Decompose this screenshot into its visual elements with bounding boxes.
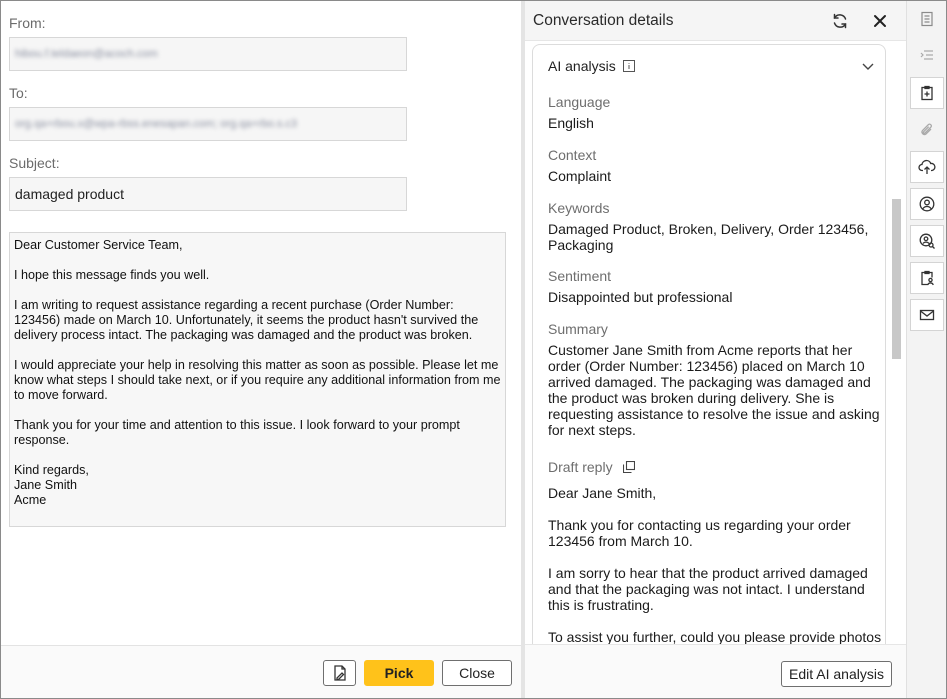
draft-reply-paragraph: I am sorry to hear that the product arrived damaged and that the packaging was not intact. I understand this is frustrating. — [548, 565, 868, 613]
user-circle-icon[interactable] — [910, 188, 944, 220]
draft-reply-paragraph: To assist you further, could you please provide photos — [548, 629, 882, 644]
email-body-paragraph: Thank you for your time and attention to this issue. I look forward to your prompt response. — [14, 418, 460, 447]
language-label: Language — [548, 94, 611, 110]
to-field[interactable] — [9, 107, 407, 141]
panel-footer — [525, 644, 906, 698]
panel-title: Conversation details — [533, 12, 674, 29]
notes-icon[interactable] — [910, 3, 944, 35]
edit-document-icon — [331, 664, 349, 682]
draft-reply-label: Draft reply — [548, 459, 613, 475]
from-label: From: — [9, 15, 46, 31]
keywords-label: Keywords — [548, 200, 610, 216]
ai-analysis-title: AI analysis — [548, 58, 616, 74]
email-compose-panel — [1, 1, 521, 698]
chevron-down-icon[interactable] — [861, 59, 875, 78]
email-body[interactable] — [9, 232, 506, 527]
clipboard-user-icon[interactable] — [910, 262, 944, 294]
subject-field[interactable] — [9, 177, 407, 211]
draft-reply-paragraph: Thank you for contacting us regarding your order 123456 from March 10. — [548, 517, 851, 549]
draft-reply-header — [548, 459, 635, 475]
subject-value: damaged product — [15, 186, 124, 202]
email-body-paragraph: Dear Customer Service Team, — [14, 238, 183, 252]
email-body-paragraph: I hope this message finds you well. — [14, 268, 210, 282]
summary-value: Customer Jane Smith from Acme reports that her order (Order Number: 123456) placed on March 10 arrived damaged. The packaging was damaged and the product was broken during delivery. She is requesting assistance to resolve the issue and asking for next steps. — [548, 342, 880, 438]
pick-button[interactable]: Pick — [364, 660, 434, 686]
info-icon[interactable] — [623, 60, 635, 72]
email-body-paragraph: I am writing to request assistance regarding a recent purchase (Order Number: 123456) made on March 10. Unfortunately, it seems the product hasn't survived the delivery process intact. The packaging was damaged and the product was broken. — [14, 298, 479, 342]
from-value: hibou.f.teldaeon@acoch.com — [15, 48, 158, 60]
conversation-details-panel — [525, 1, 906, 698]
to-value: org.qa+rbou.x@wpa-rbss.enesapan.com; org.qa+rbo.s.c3 — [15, 118, 298, 130]
compose-footer — [1, 645, 521, 698]
language-value: English — [548, 115, 594, 131]
close-button[interactable]: Close — [442, 660, 512, 686]
sentiment-label: Sentiment — [548, 268, 612, 284]
to-label: To: — [9, 85, 28, 101]
close-icon[interactable] — [870, 11, 890, 31]
edit-document-button[interactable] — [323, 660, 356, 686]
side-toolbar — [906, 1, 946, 698]
ai-analysis-header[interactable] — [548, 58, 635, 74]
summary-label: Summary — [548, 321, 608, 337]
cloud-upload-icon[interactable] — [910, 151, 944, 183]
mail-icon[interactable] — [910, 299, 944, 331]
clipboard-add-icon[interactable] — [910, 77, 944, 109]
paperclip-icon[interactable] — [910, 114, 944, 146]
refresh-icon[interactable] — [830, 11, 850, 31]
sentiment-value: Disappointed but professional — [548, 289, 733, 305]
context-value: Complaint — [548, 168, 612, 184]
context-label: Context — [548, 147, 597, 163]
subject-label: Subject: — [9, 155, 60, 171]
from-field[interactable] — [9, 37, 407, 71]
edit-ai-analysis-button[interactable]: Edit AI analysis — [781, 661, 892, 687]
keywords-value: Damaged Product, Broken, Delivery, Order 123456, Packaging — [548, 221, 869, 253]
panel-header — [525, 1, 906, 41]
draft-reply-text[interactable] — [548, 485, 884, 644]
email-body-paragraph: Kind regards, Jane Smith Acme — [14, 463, 89, 507]
user-search-icon[interactable] — [910, 225, 944, 257]
email-body-paragraph: I would appreciate your help in resolving this matter as soon as possible. Please let me know what steps I should take next, or if you require any additional information from me to move forward. — [14, 358, 501, 402]
scrollbar-thumb[interactable] — [892, 199, 901, 359]
list-indent-icon[interactable] — [910, 39, 944, 71]
ai-analysis-card — [532, 44, 886, 644]
draft-reply-paragraph: Dear Jane Smith, — [548, 485, 657, 501]
copy-icon[interactable] — [623, 461, 635, 473]
